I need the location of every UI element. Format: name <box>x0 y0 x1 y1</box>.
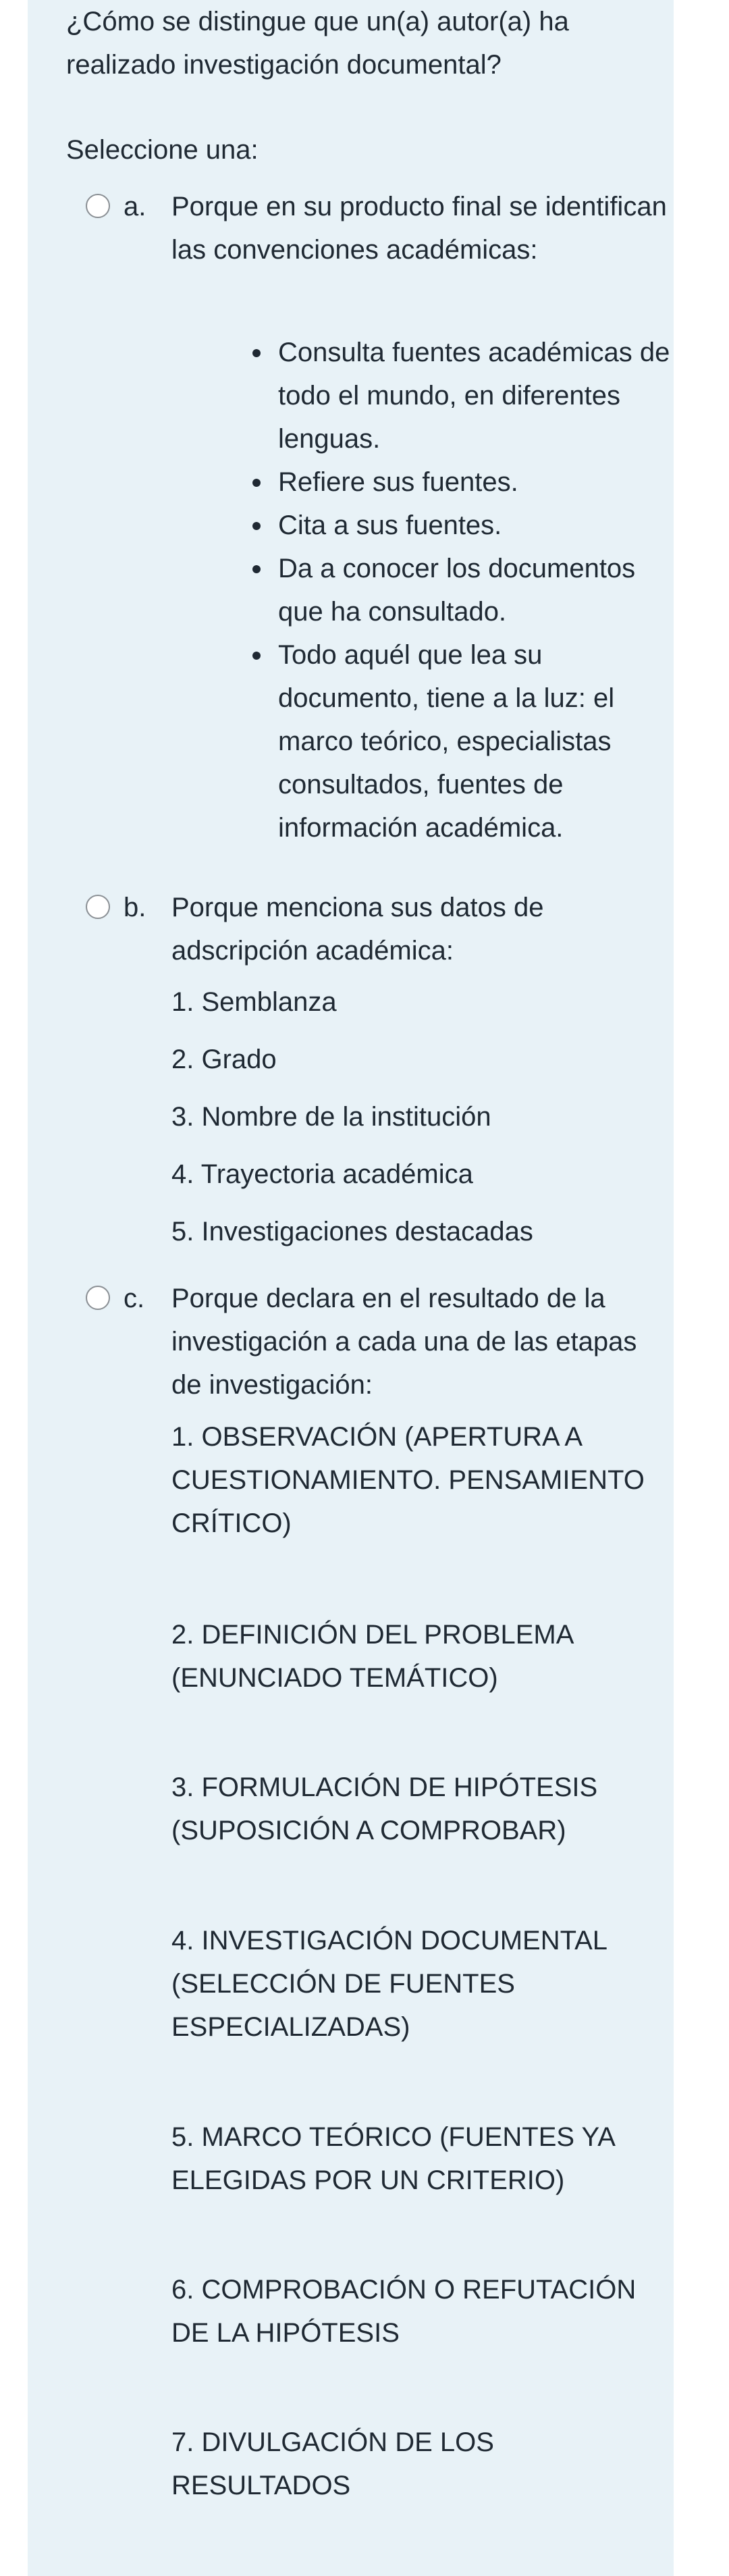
option-a-bullet: Da a conocer los documentos que ha consultado. <box>252 547 671 633</box>
option-a-text[interactable]: Porque en su producto final se identifican las convenciones académicas: <box>171 192 667 265</box>
option-a-letter: a. <box>124 192 146 221</box>
option-c-stage: 1. OBSERVACIÓN (APERTURA A CUESTIONAMIENTO. PENSAMIENTO CRÍTICO) <box>171 1422 645 1538</box>
question-text: ¿Cómo se distingue que un(a) autor(a) ha realizado investigación documental? <box>66 7 569 80</box>
question-card <box>28 0 674 2576</box>
option-b-item: 1. Semblanza <box>171 987 337 1017</box>
option-b-list <box>171 980 668 1267</box>
option-b-letter: b. <box>124 893 146 922</box>
option-a-bullet-list <box>252 331 671 849</box>
option-c-stage: 6. COMPROBACIÓN O REFUTACIÓN DE LA HIPÓTESIS <box>171 2275 637 2348</box>
radio-option-b[interactable] <box>86 895 110 919</box>
option-c-text[interactable]: Porque declara en el resultado de la investigación a cada una de las etapas de investigación: <box>171 1284 637 1400</box>
option-c-letter: c. <box>124 1284 145 1313</box>
option-c-stage: 4. INVESTIGACIÓN DOCUMENTAL (SELECCIÓN DE FUENTES ESPECIALIZADAS) <box>171 1926 607 2042</box>
option-a-bullet: Cita a sus fuentes. <box>252 504 671 547</box>
select-one-label: Seleccione una: <box>66 135 259 165</box>
option-a-bullet: Refiere sus fuentes. <box>252 461 671 504</box>
option-c-stage: 3. FORMULACIÓN DE HIPÓTESIS (SUPOSICIÓN A COMPROBAR) <box>171 1772 598 1845</box>
option-b-item: 5. Investigaciones destacadas <box>171 1217 533 1246</box>
option-a-bullet: Todo aquél que lea su documento, tiene a la luz: el marco teórico, especialistas consultados, fuentes de información académica. <box>252 633 671 849</box>
option-b-item: 4. Trayectoria académica <box>171 1159 473 1189</box>
option-c-stage: 5. MARCO TEÓRICO (FUENTES YA ELEGIDAS POR UN CRITERIO) <box>171 2122 614 2195</box>
option-b-item: 3. Nombre de la institución <box>171 1102 491 1132</box>
radio-option-c[interactable] <box>86 1286 110 1310</box>
option-c-stage: 7. DIVULGACIÓN DE LOS RESULTADOS <box>171 2427 494 2500</box>
radio-option-a[interactable] <box>86 194 110 218</box>
option-c-stage: 2. DEFINICIÓN DEL PROBLEMA (ENUNCIADO TEMÁTICO) <box>171 1620 573 1693</box>
option-b-text[interactable]: Porque menciona sus datos de adscripción académica: <box>171 893 544 966</box>
option-b-item: 2. Grado <box>171 1045 277 1074</box>
option-a-bullet: Consulta fuentes académicas de todo el mundo, en diferentes lenguas. <box>252 331 671 461</box>
